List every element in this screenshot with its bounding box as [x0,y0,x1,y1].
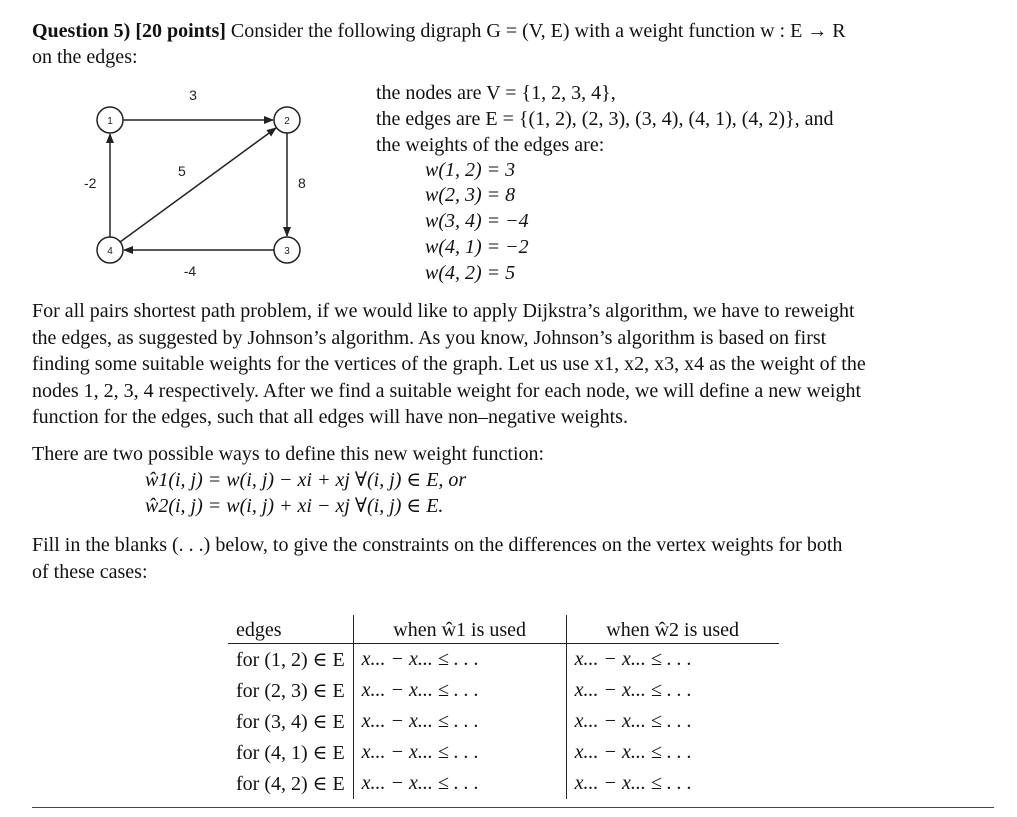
weight-4-2: w(4, 2) = 5 [425,262,516,284]
blank-w1-constraint[interactable]: x... − x... ≤ . . . [353,706,566,737]
info-weights-intro: the weights of the edges are: [376,134,605,156]
paragraph-line: nodes 1, 2, 3, 4 respectively. After we find a suitable weight for each node, we will define a new weight [32,379,861,402]
constraints-table [228,615,779,799]
weight-1-2: w(1, 2) = 3 [425,159,516,181]
table-row [228,675,779,706]
node-3 [274,237,300,263]
paragraph-line: finding some suitable weights for the vertices of the graph. Let us use x1, x2, x3, x4 as the weight of the [32,353,866,375]
node-3-label: 3 [284,246,290,257]
edge-4-2 [120,128,276,242]
row-edge-label: for (1, 2) ∈ E [228,644,353,676]
node-1 [97,107,123,133]
blank-w2-constraint[interactable]: x... − x... ≤ . . . [574,741,692,763]
question-intro-line2: on the edges: [32,46,138,68]
paragraph-line: For all pairs shortest path problem, if we would like to apply Dijkstra’s algorithm, we have to reweight [32,300,855,322]
edge-label-4-2: 5 [178,163,186,179]
blank-w1-constraint[interactable]: x... − x... ≤ . . . [353,737,566,768]
node-2 [274,107,300,133]
row-edge-label: for (2, 3) ∈ E [228,675,353,706]
weight-4-1: w(4, 1) = −2 [425,236,529,258]
paragraph-line: the edges, as suggested by Johnson’s algorithm. As you know, Johnson’s algorithm is based on first [32,326,827,349]
info-nodes: the nodes are V = {1, 2, 3, 4}, [376,82,616,104]
blank-w2-constraint[interactable]: x... − x... ≤ . . . [574,772,692,794]
row-edge-label: for (4, 2) ∈ E [228,768,353,799]
digraph-diagram [70,78,340,288]
table-row [228,768,779,799]
paragraph-line: function for the edges, such that all edges will have non–negative weights. [32,406,628,428]
node-4-label: 4 [107,246,113,257]
table-header-row [228,615,779,644]
blank-w2-constraint[interactable]: x... − x... ≤ . . . [574,679,692,701]
header-w1: when ŵ1 is used [353,615,566,644]
formula-w1: ŵ1(i, j) = w(i, j) − xi + xj ∀(i, j) ∈ E, or [145,469,467,491]
edge-label-4-1: -2 [84,175,97,191]
blank-w1-constraint[interactable]: x... − x... ≤ . . . [353,644,566,676]
paragraph-fill-blanks [32,532,994,585]
node-1-label: 1 [107,116,113,127]
blank-w1-constraint[interactable]: x... − x... ≤ . . . [353,675,566,706]
row-edge-label: for (3, 4) ∈ E [228,706,353,737]
edge-label-2-3: 8 [298,175,306,191]
table-row [228,644,779,676]
table-row [228,706,779,737]
weight-2-3: w(2, 3) = 8 [425,184,516,206]
row-edge-label: for (4, 1) ∈ E [228,737,353,768]
question-title: Question 5) [20 points] [32,20,226,42]
paragraph-line: of these cases: [32,560,148,583]
blank-w2-constraint[interactable]: x... − x... ≤ . . . [574,648,692,670]
edge-label-3-4: -4 [183,263,197,279]
header-edges: edges [228,615,353,644]
formula-w2: ŵ2(i, j) = w(i, j) + xi − xj ∀(i, j) ∈ E. [145,495,444,517]
question-intro [32,18,846,44]
paragraph-johnson [32,298,994,431]
node-2-label: 2 [284,116,290,127]
table-row [228,737,779,768]
question-intro-line1: Consider the following digraph G = (V, E) with a weight function w : E → R [230,20,846,42]
header-w2: when ŵ2 is used [566,615,779,644]
edge-label-1-2: 3 [189,87,197,103]
paragraph-two-ways: There are two possible ways to define this new weight function: [32,443,545,465]
blank-w2-constraint[interactable]: x... − x... ≤ . . . [574,710,692,732]
weight-3-4: w(3, 4) = −4 [425,210,529,232]
bottom-divider [32,807,994,808]
node-4 [97,237,123,263]
blank-w1-constraint[interactable]: x... − x... ≤ . . . [353,768,566,799]
paragraph-line: Fill in the blanks (. . .) below, to give the constraints on the differences on the vertex weights for both [32,534,843,556]
info-edges: the edges are E = {(1, 2), (2, 3), (3, 4), (4, 1), (4, 2)}, and [376,108,834,130]
